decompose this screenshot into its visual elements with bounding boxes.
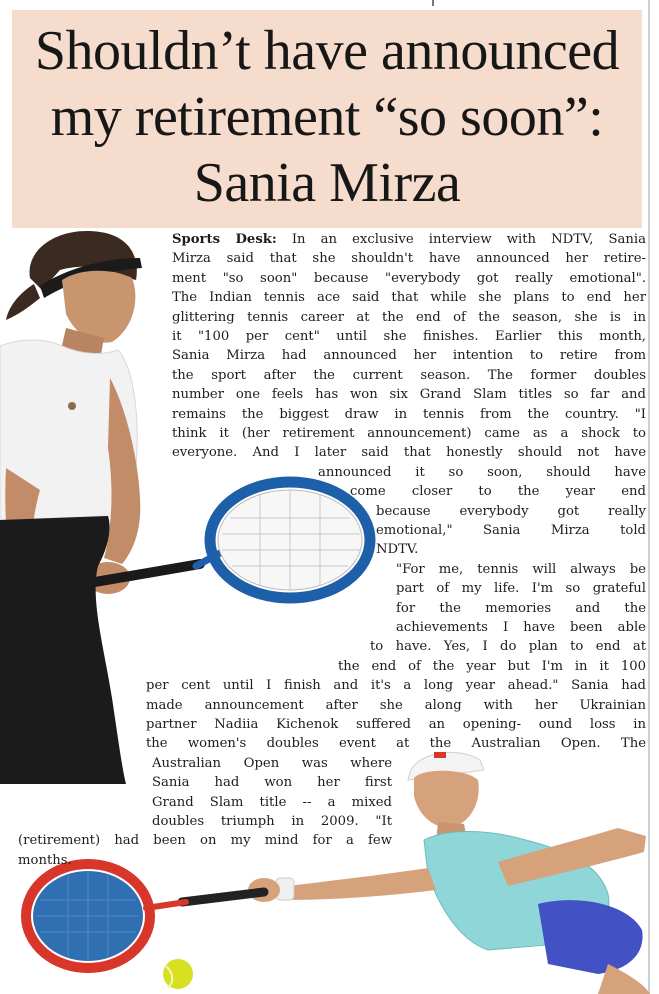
article-line-22: to have. Yes, I do plan to end at (370, 639, 646, 655)
headline-line-3: Sania Mirza (193, 152, 461, 214)
headline-line-1: Shouldn’t have announced (34, 20, 620, 82)
fold-mark (432, 0, 434, 6)
article-block-d: per cent until I finish and it's a long year ahead." Sania had made announcement after she along with her Ukrainian partner Nadiia Kichenok suffered an opening- ound loss in the women's doubles event at the Australian Open. The (146, 678, 646, 752)
article-block-b: because everybody got really emotional," Sania Mirza told NDTV. (376, 503, 646, 558)
article-block-c: "For me, tennis will always be part of my life. I'm so grateful for the memories and the achievements I have been able (396, 561, 646, 635)
article-lead: Sports Desk: (172, 232, 277, 247)
article-line-23: the end of the year but I'm in it 100 (338, 658, 646, 674)
headline-line-2: my retirement “so soon”: (50, 86, 604, 148)
article-line-14: come closer to the year end (350, 484, 646, 500)
headline-box (12, 10, 642, 228)
article-line-1: Sports Desk: In an exclusive interview with NDTV, Sania (172, 232, 646, 247)
article-line-13: announced it so soon, should have (318, 464, 646, 480)
headline (12, 18, 642, 216)
article-block-e: Australian Open was where Sania had won her first Grand Slam title -- a mixed doubles triumph in 2009. "It (152, 755, 392, 829)
article-block-f: (retirement) had been on my mind for a few months. (18, 833, 392, 868)
article-block-a: Mirza said that she shouldn't have announced her retire- ment "so soon" because "everybody got really emotional". The Indian tennis ace said that while she plans to end her glittering tennis career at the end of the season, she is in it "100 per cent" until she finishes. Earlier this month, Sania Mirza had announced her intention to retire from the sport after the current season. The former doubles number one feels has won six Grand Slam titles so far and remains the biggest draw in tennis from the country. "I think it (her retirement announcement) came as a shock to everyone. And I later said that honestly should not have (172, 251, 646, 461)
